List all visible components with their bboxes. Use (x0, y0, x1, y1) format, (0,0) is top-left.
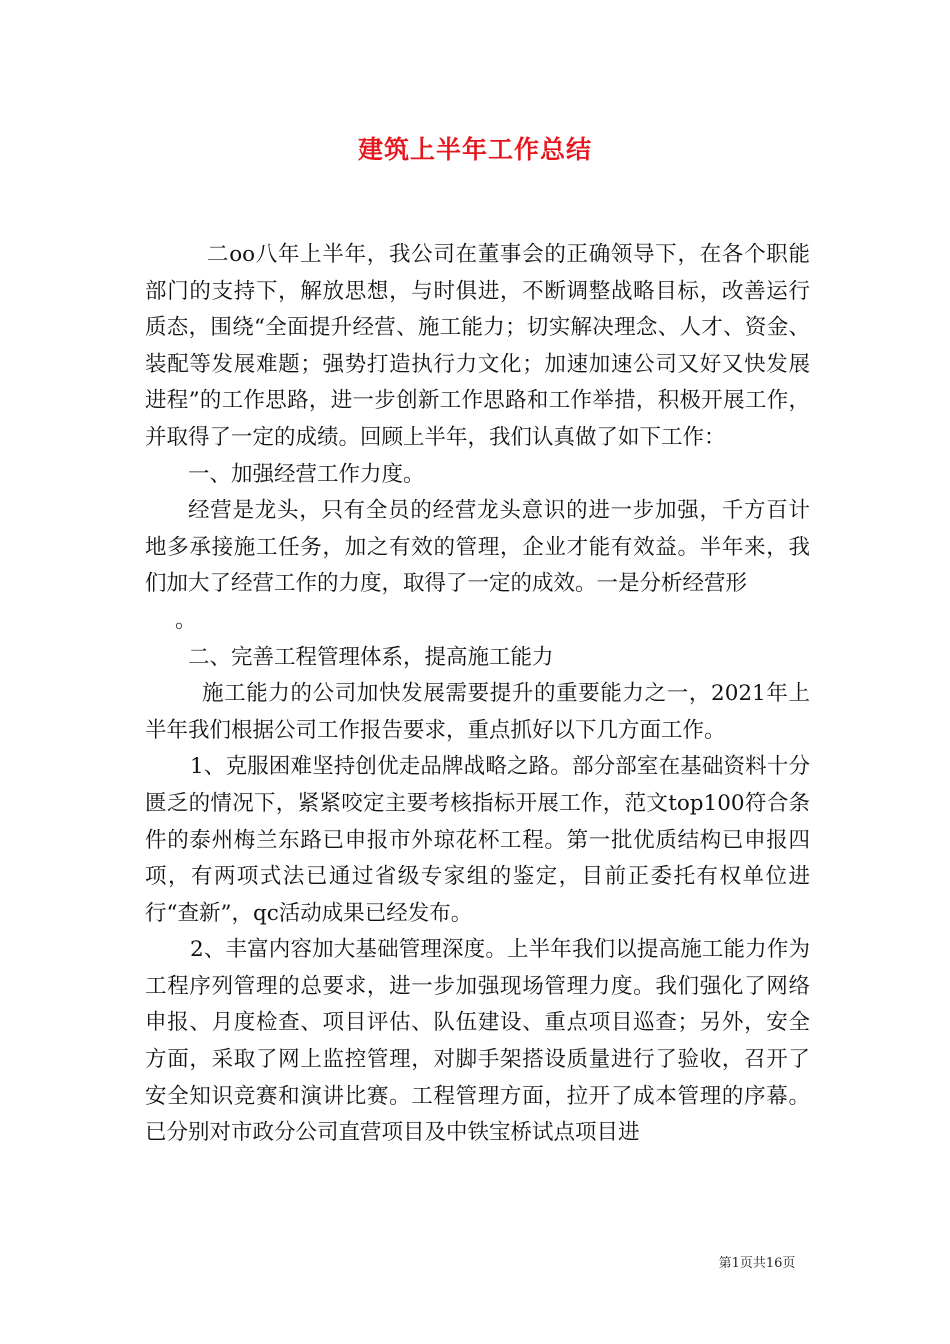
paragraph-item-1: 1、克服困难坚持创优走品牌战略之路。部分部室在基础资料十分匮乏的情况下，紧紧咬定主要考核指标开展工作，范文top100符合条件的泰州梅兰东路已申报市外琼花杯工程。第一批优质结构已申报四项，有两项式法已通过省级专家组的鉴定，目前正委托有权单位进行“查新”，qc活动成果已经发布。 (145, 754, 810, 926)
paragraph-item-2: 2、丰富内容加大基础管理深度。上半年我们以提高施工能力作为工程序列管理的总要求，进一步加强现场管理力度。我们强化了网络申报、月度检查、项目评估、队伍建设、重点项目巡查；另外，安全方面，采取了网上监控管理，对脚手架搭设质量进行了验收，召开了安全知识竞赛和演讲比赛。工程管理方面，拉开了成本管理的序幕。已分别对市政分公司直营项目及中铁宝桥试点项目进 (145, 937, 810, 1146)
page-footer (0, 1252, 950, 1271)
page-number: 第1页共16页 (718, 1256, 796, 1271)
paragraph-business: 经营是龙头，只有全员的经营龙头意识的进一步加强，千方百计地多承接施工任务，加之有效的管理，企业才能有效益。半年来，我们加大了经营工作的力度，取得了一定的成效。一是分析经营形 (145, 498, 810, 597)
document-title: 建筑上半年工作总结 (357, 135, 592, 164)
paragraph-construction: 施工能力的公司加快发展需要提升的重要能力之一，2021年上半年我们根据公司工作报告要求，重点抓好以下几方面工作。 (145, 681, 810, 743)
document-body (145, 237, 810, 1152)
section-heading-2: 二、完善工程管理体系，提高施工能力 (188, 644, 554, 670)
paragraph-fragment: 。 (175, 607, 197, 633)
paragraph-intro: 二oo八年上半年，我公司在董事会的正确领导下，在各个职能部门的支持下，解放思想，与时俱进，不断调整战略目标，改善运行质态，围绕“全面提升经营、施工能力；切实解决理念、人才、资金、装配等发展难题；强势打造执行力文化；加速加速公司又好又快发展进程”的工作思路，进一步创新工作思路和工作举措，积极开展工作，并取得了一定的成绩。回顾上半年，我们认真做了如下工作： (145, 242, 810, 450)
section-heading-1: 一、加强经营工作力度。 (188, 461, 425, 487)
